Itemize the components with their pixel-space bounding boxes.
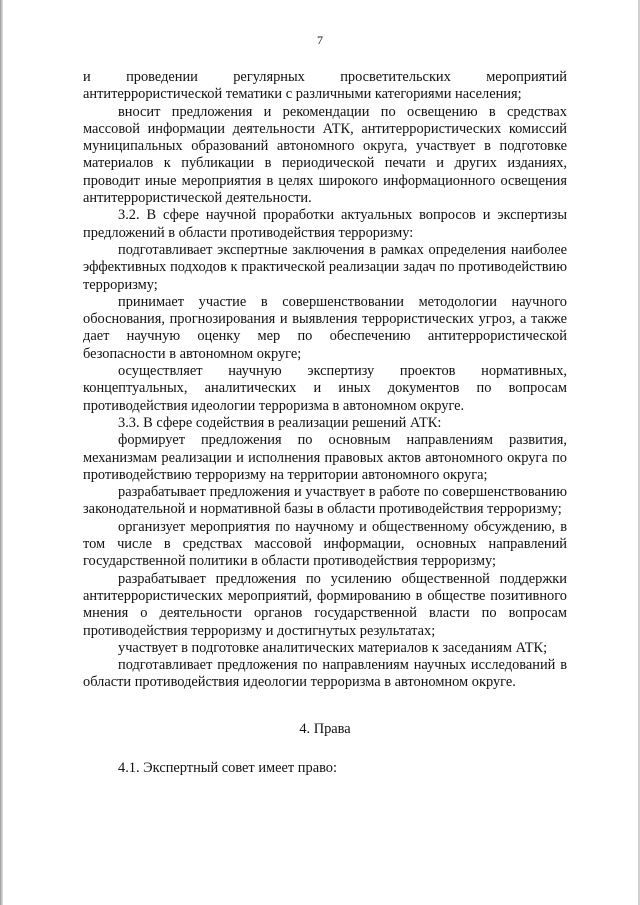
paragraph-11: разрабатывает предложения по усилению общественной поддержки антитеррористических мероприятий, формированию в обществе позитивного мнения о деятельности органов государственной власти по вопросам противодействия терроризму и достигнутых результатах; [83,570,567,639]
paragraph-4: подготавливает экспертные заключения в рамках определения наиболее эффективных подходов к практической реализации задач по противодействию терроризму; [83,241,567,293]
paragraph-1: и проведении регулярных просветительских мероприятий антитеррористической тематики с различными категориями населения; [83,69,567,103]
paragraph-10: организует мероприятия по научному и общественному обсуждению, в том числе в средствах массовой информации, основных направлений государственной политики в области противодействия терроризму; [83,518,567,570]
clause-3-2: 3.2. В сфере научной проработки актуальных вопросов и экспертизы предложений в области противодействия терроризму: [83,207,567,241]
clause-3-3: 3.3. В сфере содействия в реализации решений АТК: [118,414,442,431]
section-heading-rights: 4. Права [299,720,351,737]
page-number: 7 [317,33,323,47]
paragraph-8: формирует предложения по основным направлениям развития, механизмам реализации и исполнения правовых актов автономного округа по противодействию терроризму на территории автономного округа; [83,432,567,483]
document-body [83,69,567,777]
scan-edge-left [0,0,3,905]
paragraph-2: вносит предложения и рекомендации по освещению в средствах массовой информации деятельности АТК, антитеррористических комиссий муниципальных образований автономного округа, участвует в подготовке материалов к публикации в периодической печати и других изданиях, проводит иные мероприятия в целях широкого информационного освещения антитеррористической деятельности. [83,103,567,207]
paragraph-13: подготавливает предложения по направлениям научных исследований в области противодействия идеологии терроризма в автономном округе. [83,657,567,691]
paragraph-5: принимает участие в совершенствовании методологии научного обоснования, прогнозирования и выявления террористических угроз, а также дает научную оценку мер по обеспечению антитеррористической безопасности в автономном округе; [83,293,567,362]
paragraph-6: осуществляет научную экспертизу проектов нормативных, концептуальных, аналитических и иных документов по вопросам противодействия идеологии терроризма в автономном округе. [83,363,567,414]
paragraph-9: разрабатывает предложения и участвует в работе по совершенствованию законодательной и нормативной базы в области противодействия терроризму; [83,484,567,518]
paragraph-12: участвует в подготовке аналитических материалов к заседаниям АТК; [118,639,548,656]
clause-4-1: 4.1. Экспертный совет имеет право: [118,759,337,776]
